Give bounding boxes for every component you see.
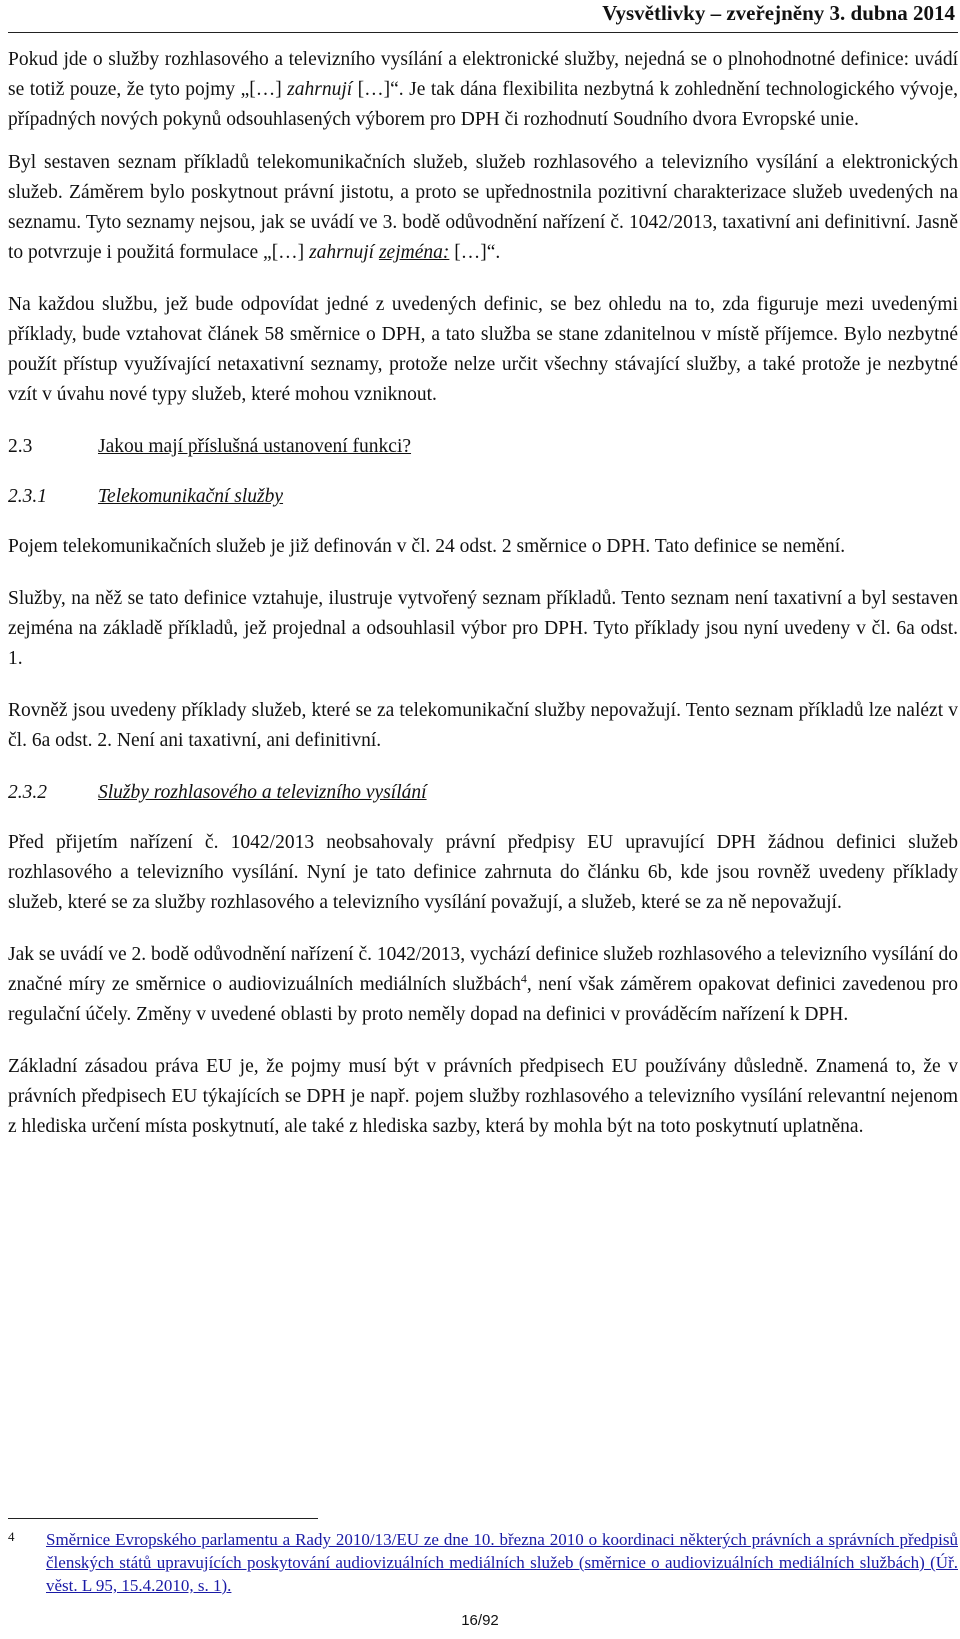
footnote-link[interactable]: Směrnice Evropského parlamentu a Rady 2010/13/EU ze dne 10. března 2010 o koordinaci některých právních a správních předpisů členských států upravujících poskytování audiovizuálních mediálních služeb (směrnice o audiovizuálních mediálních službách) (Úř. věst. L 95, 15.4.2010, s. 1). <box>46 1530 958 1595</box>
paragraph-definitions-scope <box>8 45 958 135</box>
section-title: Jakou mají příslušná ustanovení funkci? <box>98 436 412 457</box>
subsection-number: 2.3.2 <box>8 782 47 803</box>
paragraph-audiovisual-directive <box>8 940 958 1030</box>
subsection-title: Služby rozhlasového a televizního vysílání <box>98 782 427 803</box>
p1-italic-term: zahrnují <box>287 79 353 100</box>
footnote-divider <box>8 1518 318 1519</box>
subsection-title: Telekomunikační služby <box>98 486 284 507</box>
paragraph-consistency-principle: Základní zásadou práva EU je, že pojmy musí být v právních předpisech EU používány důsledně. Znamená to, že v právních předpisech EU týkajících se DPH je např. pojem služby rozhlasového a televizního vysílání relevantní nejenom z hlediska určení místa poskytnutí, ale také z hlediska sazby, která by mohla být na toto poskytnutí uplatněna. <box>8 1056 958 1137</box>
p1-text-a: Pokud jde o služby rozhlasového a televizního vysílání a elektronické služby, nejedná se o plnohodnotné definice: uvádí se totiž pouze, že tyto pojmy „[…] <box>8 49 958 100</box>
header-divider <box>8 32 958 33</box>
subsection-number: 2.3.1 <box>8 486 47 507</box>
document-body <box>8 45 958 1164</box>
page-number: 16/92 <box>461 1612 499 1629</box>
footnote-mark: 4 <box>8 1529 15 1544</box>
p1-text-b: […]“. Je tak dána flexibilita nezbytná k zohlednění technologického vývoje, případných nových pokynů odsouhlasených výborem pro DPH či rozhodnutí Soudního dvora Evropské unie. <box>8 79 958 130</box>
paragraph-telecom-definition: Pojem telekomunikačních služeb je již definován v čl. 24 odst. 2 směrnice o DPH. Tato definice se nemění. <box>8 536 846 557</box>
p8-text-a: Jak se uvádí ve 2. bodě odůvodnění nařízení č. 1042/2013, vychází definice služeb rozhlasového a televizního vysílání do značné míry ze směrnice o audiovizuálních mediálních službách <box>8 944 958 995</box>
p2-italic-underlined-term: zejména: <box>378 242 450 263</box>
section-heading-2-3-2 <box>8 778 958 808</box>
footnote <box>8 1528 958 1597</box>
footnote-reference[interactable]: 4 <box>520 971 527 986</box>
paragraph-list-of-examples <box>8 148 958 268</box>
p2-text-b: […]“. <box>449 242 501 263</box>
paragraph-telecom-examples: Služby, na něž se tato definice vztahuje, ilustruje vytvořený seznam příkladů. Tento seznam není taxativní a byl sestaven zejména na základě příkladů, jež projednal a odsouhlasil výbor pro DPH. Tyto příklady jsou nyní uvedeny v čl. 6a odst. 1. <box>8 588 958 669</box>
section-heading-2-3-1 <box>8 482 958 512</box>
page-header <box>0 0 960 26</box>
paragraph-broadcasting-definition: Před přijetím nařízení č. 1042/2013 neobsahovaly právní předpisy EU upravující DPH žádnou definici služeb rozhlasového a televizního vysílání. Nyní je tato definice zahrnuta do článku 6b, kde jsou rovněž uvedeny příklady služeb, které se za služby rozhlasového a televizního vysílání považují, a služeb, které se za ně nepovažují. <box>8 832 958 913</box>
paragraph-telecom-negative-examples: Rovněž jsou uvedeny příklady služeb, které se za telekomunikační služby nepovažují. Tento seznam příkladů lze nalézt v čl. 6a odst. 2. Není ani taxativní, ani definitivní. <box>8 700 958 751</box>
section-number: 2.3 <box>8 436 33 457</box>
header-title: Vysvětlivky – zveřejněny 3. dubna 2014 <box>602 1 955 25</box>
p8-text-b: , není však záměrem opakovat definici zavedenou pro regulační účely. Změny v uvedené oblasti by proto neměly dopad na definici v prováděcím nařízení k DPH. <box>8 974 958 1025</box>
section-heading-2-3 <box>8 432 958 462</box>
p2-italic-term: zahrnují <box>309 242 375 263</box>
paragraph-article-58: Na každou službu, jež bude odpovídat jedné z uvedených definic, se bez ohledu na to, zda figuruje mezi uvedenými příklady, bude vztahovat článek 58 směrnice o DPH, a tato služba se stane zdanitelnou v místě příjemce. Bylo nezbytné použít přístup využívající netaxativní seznamy, protože nelze určit všechny stávající služby, a také protože je nezbytné vzít v úvahu nové typy služeb, které mohou vzniknout. <box>8 294 958 405</box>
p2-text-a: Byl sestaven seznam příkladů telekomunikačních služeb, služeb rozhlasového a televizního vysílání a elektronických služeb. Záměrem bylo poskytnout právní jistotu, a proto se upřednostnila pozitivní charakterizace služeb uvedených na seznamu. Tyto seznamy nejsou, jak se uvádí ve 3. bodě odůvodnění nařízení č. 1042/2013, taxativní ani definitivní. Jasně to potvrzuje i použitá formulace „[…] <box>8 152 958 263</box>
